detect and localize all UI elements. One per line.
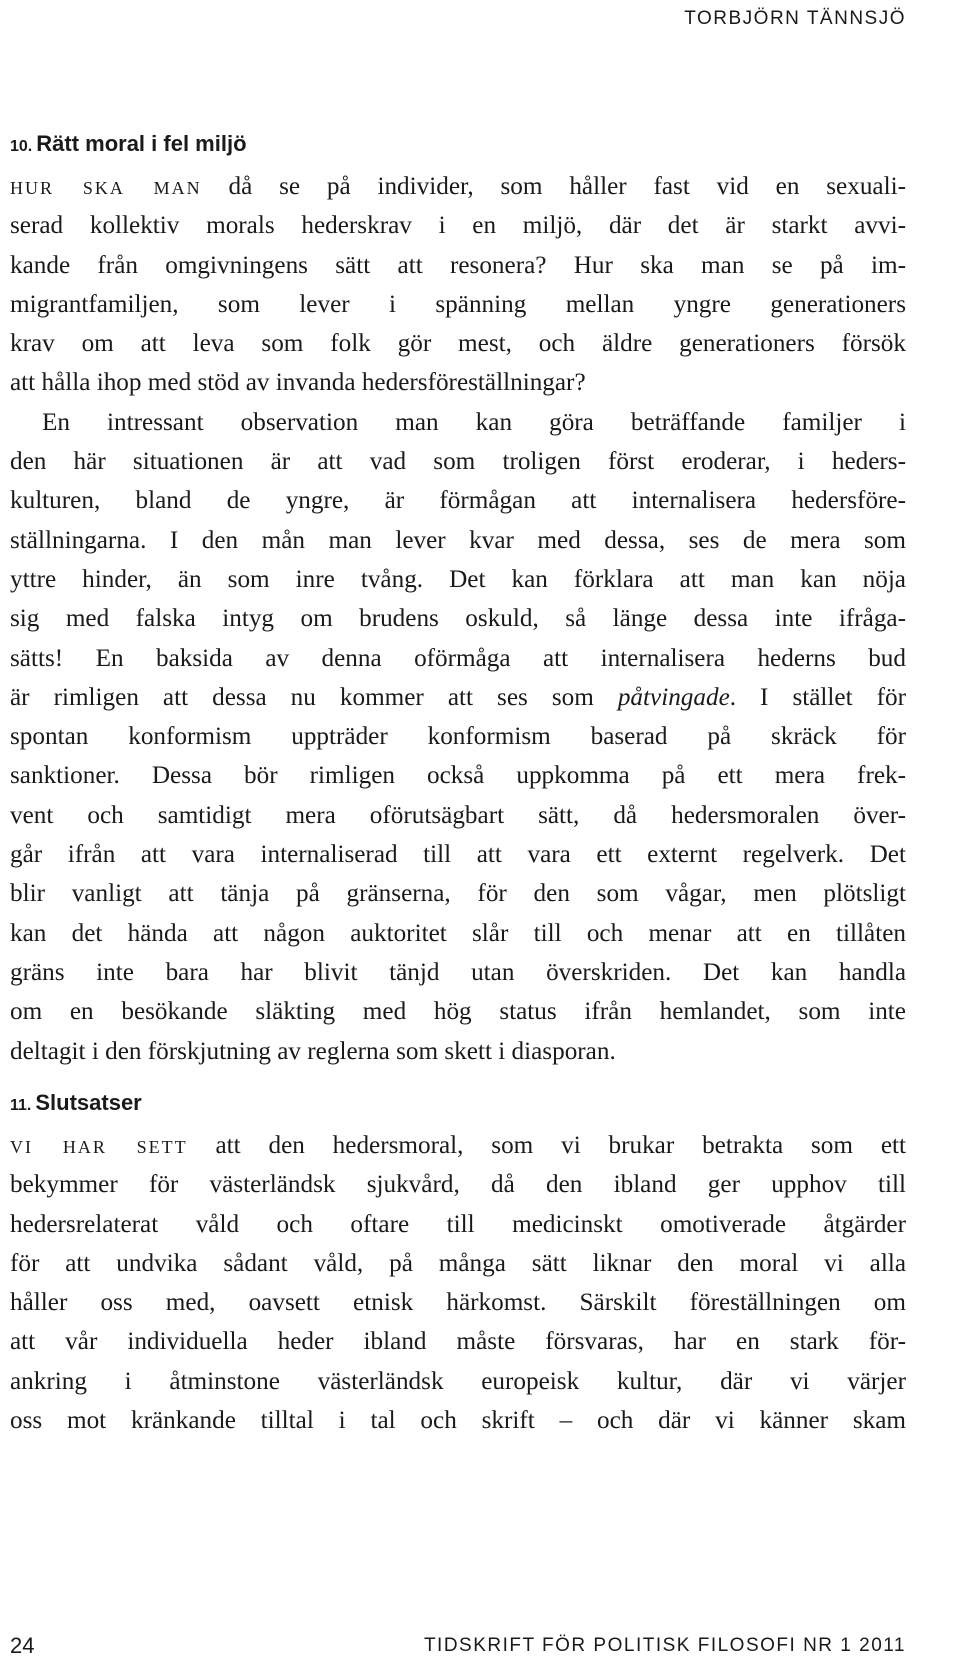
text-line: hedersrelaterat våld och oftare till medicinskt omotiverade åtgärder	[10, 1210, 906, 1238]
section-number: 11.	[10, 1097, 32, 1114]
text-line: att vår individuella heder ibland måste försvaras, har en stark för-	[10, 1328, 906, 1356]
text-line: hur ska man då se på individer, som håller fast vid en sexuali-	[10, 173, 906, 200]
text-line: går ifrån att vara internaliserad till att vara ett externt regelverk. Det	[10, 841, 906, 869]
section-number: 10.	[10, 138, 33, 155]
section-title: Slutsatser	[35, 1090, 142, 1115]
text-line: deltagit i den förskjutning av reglerna som skett i diasporan.	[10, 1037, 616, 1065]
text-line: den här situationen är att vad som troligen först eroderar, i heders-	[10, 448, 906, 476]
text-line: kande från omgivningens sätt att resonera? Hur ska man se på im-	[10, 251, 906, 279]
journal-footer: TIDSKRIFT FÖR POLITISK FILOSOFI NR 1 2011	[423, 1635, 906, 1656]
text-line: blir vanligt att tänja på gränserna, för den som vågar, men plötsligt	[10, 880, 906, 908]
text-line: sanktioner. Dessa bör rimligen också uppkomma på ett mera frek-	[10, 762, 906, 790]
emphasis-word: påtvingade	[617, 683, 730, 711]
text-line: sätts! En baksida av denna oförmåga att internalisera hederns bud	[10, 644, 906, 672]
section-11	[10, 1083, 906, 1440]
text-line: ankring i åtminstone västerländsk europeisk kultur, där vi värjer	[10, 1367, 906, 1395]
text-line: serad kollektiv morals hederskrav i en miljö, där det är starkt avvi-	[10, 212, 906, 240]
text-line: gräns inte bara har blivit tänjd utan överskriden. Det kan handla	[10, 958, 906, 986]
text-line: En intressant observation man kan göra beträffande familjer i	[42, 408, 906, 436]
section-title: Rätt moral i fel miljö	[36, 131, 247, 156]
section-10	[10, 124, 906, 1071]
text-line: om en besökande släkting med hög status ifrån hemlandet, som inte	[10, 998, 906, 1026]
section-heading	[10, 1083, 906, 1126]
text-line: krav om att leva som folk gör mest, och äldre generationers försök	[10, 330, 906, 358]
text-line: att hålla ihop med stöd av invanda hedersföreställningar?	[10, 369, 586, 397]
text-line: ställningarna. I den mån man lever kvar med dessa, ses de mera som	[10, 526, 906, 554]
text-line: oss mot kränkande tilltal i tal och skrift – och där vi känner skam	[10, 1407, 906, 1435]
text-line: håller oss med, oavsett etnisk härkomst. Särskilt föreställningen om	[10, 1289, 906, 1317]
text-line: vent och samtidigt mera oförutsägbart sätt, då hedersmoralen över-	[10, 801, 906, 829]
running-head: TORBJÖRN TÄNNSJÖ	[684, 8, 906, 29]
text-line: är rimligen att dessa nu kommer att ses som påtvingade. I stället för	[10, 683, 906, 711]
page-number: 24	[10, 1633, 35, 1658]
text-line: kan det hända att någon auktoritet slår till och menar att en tillåten	[10, 919, 906, 947]
lead-small-caps: hur ska man	[10, 173, 202, 200]
text-line: migrantfamiljen, som lever i spänning mellan yngre generationers	[10, 290, 906, 318]
text-line: spontan konformism uppträder konformism baserad på skräck för	[10, 723, 906, 751]
section-heading	[10, 124, 906, 167]
text-line: för att undvika sådant våld, på många sätt liknar den moral vi alla	[10, 1249, 906, 1277]
lead-small-caps: vi har sett	[10, 1132, 188, 1159]
section-body	[10, 1126, 906, 1440]
text-line: vi har sett att den hedersmoral, som vi brukar betrakta som ett	[10, 1132, 906, 1159]
text-line: yttre hinder, än som inre tvång. Det kan förklara att man kan nöja	[10, 565, 906, 593]
text-line: sig med falska intyg om brudens oskuld, så länge dessa inte ifråga-	[10, 605, 906, 633]
section-body	[10, 167, 906, 1071]
text-line: kulturen, bland de yngre, är förmågan att internalisera hedersföre-	[10, 487, 906, 515]
text-line: bekymmer för västerländsk sjukvård, då den ibland ger upphov till	[10, 1171, 906, 1199]
